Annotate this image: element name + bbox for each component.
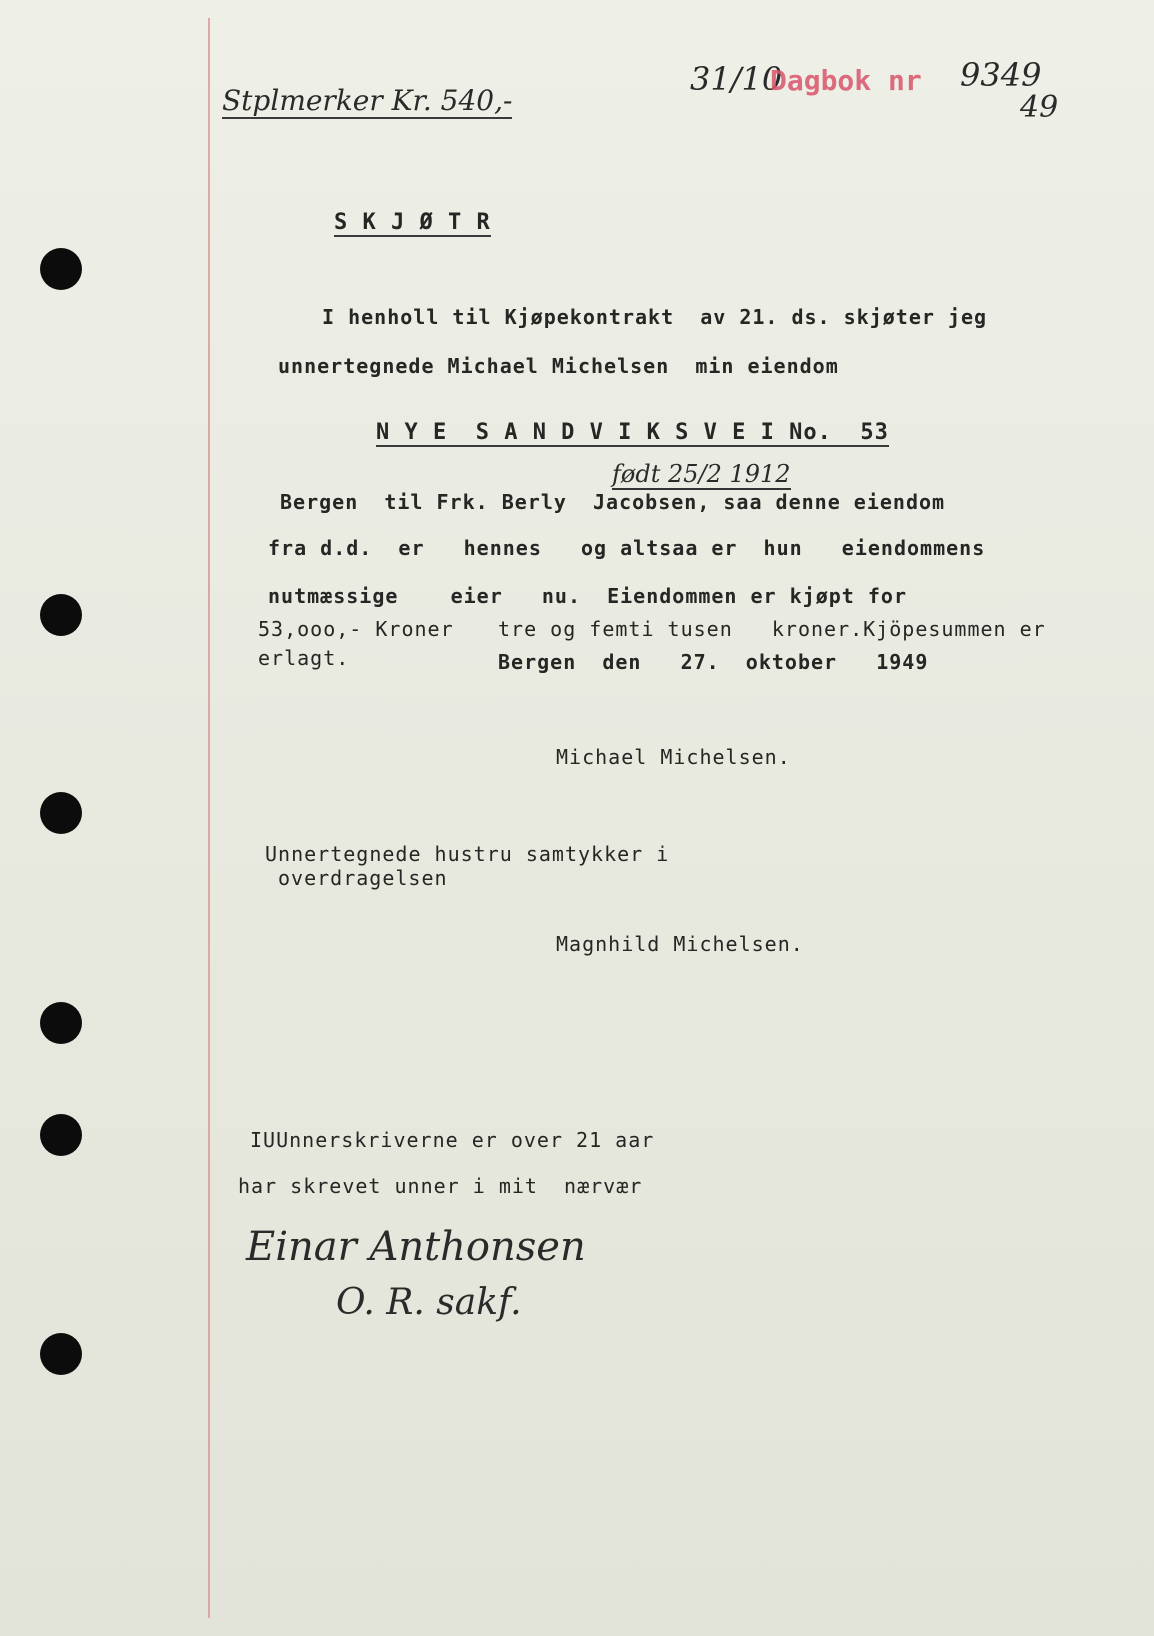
body-line-4: fra d.d. er hennes og altsaa er hun eiendommens	[268, 536, 986, 560]
witness-line-2: har skrevet unner i mit nærvær	[238, 1174, 643, 1198]
punch-hole	[40, 594, 82, 636]
stamp-tax-note: Stplmerker Kr. 540,-	[222, 84, 513, 117]
property-address: N Y E S A N D V I K S V E I No. 53	[376, 420, 889, 445]
body-line-5: nutmæssige eier nu. Eiendommen er kjøpt for	[268, 584, 908, 608]
body-line-2: unnertegnede Michael Michelsen min eiendom	[278, 354, 839, 378]
margin-line	[208, 18, 210, 1618]
journal-number: 9349	[960, 56, 1042, 94]
punch-hole	[40, 248, 82, 290]
birth-note: født 25/2 1912	[612, 460, 791, 488]
body-line-7b: Bergen den 27. oktober 1949	[498, 650, 929, 674]
punch-hole	[40, 792, 82, 834]
punch-hole	[40, 1114, 82, 1156]
witness-line-1: IUUnnerskriverne er over 21 aar	[250, 1128, 655, 1152]
body-line-1: I henholl til Kjøpekontrakt av 21. ds. skjøter jeg	[322, 305, 988, 329]
body-line-6a: 53,ooo,- Kroner	[258, 617, 454, 641]
body-line-7a: erlagt.	[258, 646, 350, 670]
punch-hole	[40, 1002, 82, 1044]
witness-title: O. R. sakf.	[336, 1282, 522, 1323]
seller-signature: Michael Michelsen.	[556, 745, 791, 769]
spouse-signature: Magnhild Michelsen.	[556, 932, 804, 956]
body-line-6b: tre og femti tusen kroner.Kjöpesummen er	[498, 617, 1046, 641]
witness-signature: Einar Anthonsen	[246, 1224, 586, 1270]
document-title: S K J Ø T R	[334, 210, 491, 235]
consent-line-2: overdragelsen	[278, 866, 448, 890]
journal-label: Dagbok nr	[770, 64, 922, 97]
body-line-3: Bergen til Frk. Berly Jacobsen, saa denne eiendom	[280, 490, 946, 514]
date-written: 31/10	[690, 60, 783, 98]
consent-line-1: Unnertegnede hustru samtykker i	[265, 842, 670, 866]
punch-hole	[40, 1333, 82, 1375]
journal-year: 49	[1020, 90, 1059, 125]
